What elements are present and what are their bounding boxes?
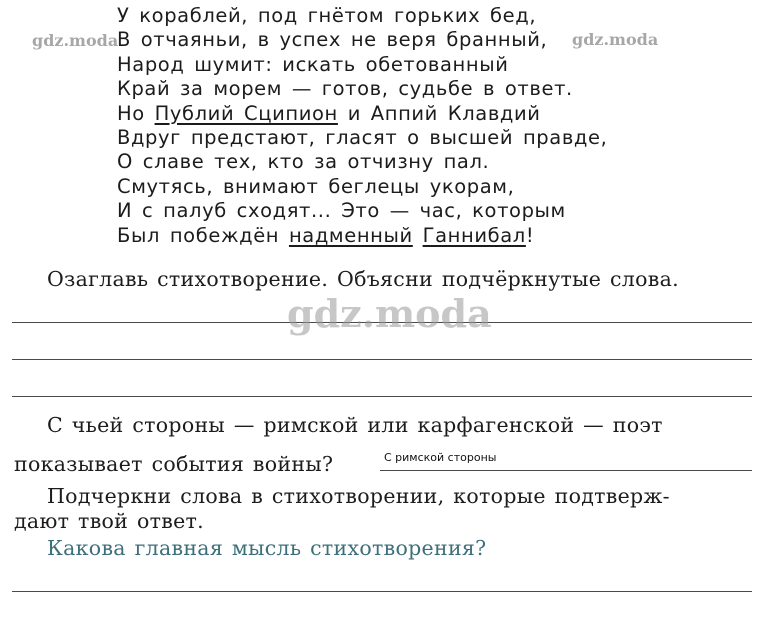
poem-line-9: И с палуб сходят... Это — час, которым: [117, 199, 566, 223]
answer-line-main-idea[interactable]: [12, 591, 752, 592]
answer-line-3[interactable]: [12, 396, 752, 397]
task-underline-line-1: Подчеркни слова в стихотворении, которые подтверж-: [47, 484, 670, 508]
underlined-hannibal: Ганнибал: [422, 223, 526, 247]
poem-line-6: Вдруг предстают, гласят о высшей правде,: [117, 125, 608, 149]
poem-line-3: Народ шумит: искать обетованный: [117, 52, 509, 76]
poem-line-10-start: Был побеждён: [117, 223, 289, 247]
watermark-center: gdz.moda: [287, 291, 492, 336]
poem-line-4: Край за морем — готов, судьбе в ответ.: [117, 77, 573, 101]
poem-line-5-end: и Аппий Клавдий: [337, 101, 541, 125]
underlined-scipio: Публий Сципион: [154, 101, 338, 125]
poem-line-7: О славе тех, кто за отчизну пал.: [117, 150, 490, 174]
watermark-left: gdz.moda: [32, 31, 119, 50]
poem-line-10-end: !: [525, 223, 535, 247]
answer-line-2[interactable]: [12, 359, 752, 360]
poem-line-8: Смутясь, внимают беглецы укорам,: [117, 174, 515, 198]
poem-line-5: [117, 102, 607, 126]
poem-line-10-space: [413, 224, 423, 247]
answer-line-side[interactable]: [380, 470, 752, 471]
task-underline-line-2: дают твой ответ.: [14, 509, 204, 533]
task-title-explain: Озаглавь стихотворение. Объясни подчёркнутые слова.: [47, 267, 679, 291]
poem-line-10: [117, 224, 607, 248]
task-main-idea: Какова главная мысль стихотворения?: [47, 536, 487, 560]
task-side-question-line-1: С чьей стороны — римской или карфагенской — поэт: [47, 413, 663, 437]
handwritten-answer[interactable]: С римской стороны: [384, 451, 497, 464]
poem: [117, 4, 607, 248]
poem-line-1: У кораблей, под гнётом горьких бед,: [117, 4, 537, 27]
poem-line-5-start: Но: [117, 101, 155, 125]
task-side-question-line-2: показывает события войны?: [14, 452, 334, 476]
poem-line-2: В отчаяньи, в успех не веря бранный,: [117, 28, 548, 52]
watermark-right: gdz.moda: [572, 30, 659, 49]
underlined-haughty: надменный: [288, 223, 413, 247]
